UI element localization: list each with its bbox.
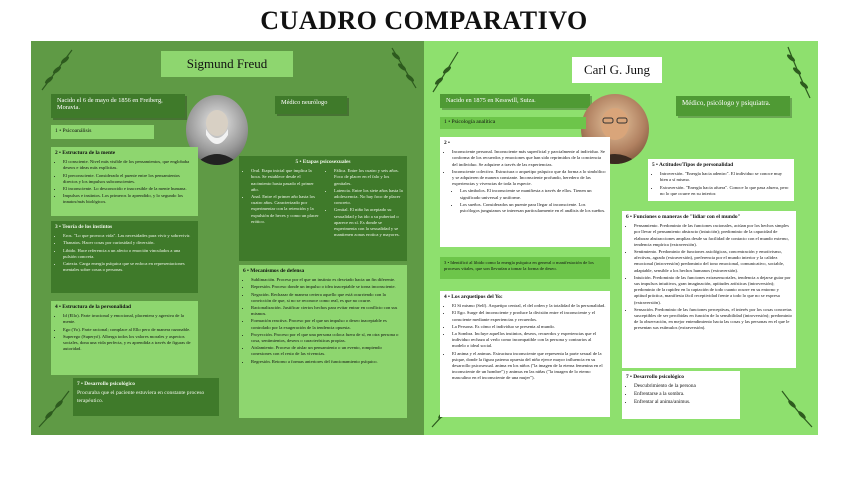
section-heading: 2 • Estructura de la mente xyxy=(55,150,116,156)
list-item: • Libido. Hace referencia a un afecto o emoción vinculados a una pulsión concreta. xyxy=(63,248,194,260)
list-item: • Introversión. "Energía hacia adentro". El individuo se conoce muy bien a sí mismo. xyxy=(660,171,790,183)
section-heading: 4 • Estructura de la personalidad xyxy=(55,304,132,310)
list-item: • Inconsciente colectivo. Estructura o arquetipo psíquico que da forma a lo simbólico y se adquieren de manera constante. Inconsciente profundo, heredero de las experiencias y vivencias de toda la especie. xyxy=(452,169,606,188)
list-item: • Enfrentarse a la sombra. xyxy=(634,391,736,398)
list-item: • Pensamiento. Predominio de las funciones racionales, actúan por los hechos simples por llevar el pensamiento abstracto (intuición); predominio de la capacidad de elaborar abstracciones amplias desde su facilidad de contacto con el mundo externo, tendencia empírica (extraversión). xyxy=(634,223,792,248)
list-item: • Id (Ello). Parte irracional y emocional, placentera y agresiva de la mente. xyxy=(63,313,194,325)
section-heading: 5 • Actitudes/Tipos de personalidad xyxy=(652,162,734,168)
section-heading: 5 • Etapas psicosexuales xyxy=(295,159,351,165)
jung-section-2 xyxy=(440,137,610,247)
list-item: • Inconsciente personal. Inconsciente más superficial y parcialmente al individuo. Se conforma de los recuerdos y emociones que han sido reprimidos de la conciencia del individuo. Se adquiere a través de las experiencias. xyxy=(452,149,606,168)
section-heading: 6 • Mecanismos de defensa xyxy=(243,268,305,274)
list-item: • Anal. Entre el primer año hasta los cuatro años. Caracterizado por experimentar con la retención y la expulsión de heces y como un placer erótico. xyxy=(251,194,320,225)
list-item: • Enfrentar al anima/animus. xyxy=(634,399,736,406)
list-item: • Extraversión. "Energía hacia afuera". Conoce lo que pasa afuera, pero no lo que ocurre en su interior. xyxy=(660,185,790,197)
freud-name: Sigmund Freud xyxy=(161,51,293,77)
section-heading: 2 • xyxy=(444,140,450,146)
list-item: • Regresión. Retorno a formas anteriores del funcionamiento psíquico. xyxy=(251,359,403,365)
list-item: • La Persona. Es cómo el individuo se presenta al mundo. xyxy=(452,324,606,330)
leaf-branch-icon xyxy=(386,43,422,93)
list-item: • Genital. El niño ha aceptado su sexualidad y ha ido a su pubertad o aparece en sí. Es donde se experimenta con la sexualidad y se mantienen zonas erotica y mayores. xyxy=(334,207,403,238)
jung-panel xyxy=(424,41,818,435)
list-item: • Los sueños. Considerados un puente para llegar al inconsciente. Los psicólogos junguianos se interesan particularmente en el análisis de los sueños. xyxy=(460,202,606,214)
jung-section-7 xyxy=(622,371,740,419)
list-item: • Represión. Proceso donde un impulso o idea inaceptable se torna inconsciente. xyxy=(251,284,403,290)
freud-section-4 xyxy=(51,301,198,375)
list-item: • El Ego. Surge del inconsciente y produce la división entre el inconsciente y el consciente mediante experiencias y recuerdos. xyxy=(452,310,606,322)
jung-birth: Nacido en 1875 en Kesswill, Suiza. xyxy=(440,94,590,108)
section-heading: 3 • Teoría de los instintos xyxy=(55,224,113,230)
list-item: • Oral. Etapa inicial que implica la boca. Se establece desde el nacimiento hasta pasado el primer año. xyxy=(251,168,320,193)
leaf-branch-icon xyxy=(37,45,77,95)
section-heading: 7 • Desarrollo psicológico xyxy=(77,381,135,387)
freud-section-6 xyxy=(239,265,407,418)
list-item: • Superego (Superyó). Alberga todos los valores morales y aspectos sociales, dona una vida perfecta, y es aprendida a través de figuras de autoridad. xyxy=(63,334,194,353)
section-heading: 6 • Funciones o maneras de "lidiar con el mundo" xyxy=(626,214,741,220)
list-item: • Sentimiento. Predominio de funciones axiológicas, concentración y emotivismo, afectivas, agrado (extraversión), preferencia por el mundo interior y la calidez emocional (introversión) predominio del tono emocional, comunicativo, sociable, adaptable, sensible a los hechos humanos (extraversión). xyxy=(634,249,792,274)
page-title: CUADRO COMPARATIVO xyxy=(260,6,588,35)
leaf-branch-icon xyxy=(780,43,816,103)
jung-section-4 xyxy=(440,291,610,417)
freud-birth: Nacido el 6 de mayo de 1856 en Freiberg, Moravia. xyxy=(51,94,185,118)
list-item: • Proyección. Proceso por el que una persona coloca fuera de sí, en otra persona o cosa, sentimientos, deseos o características propias. xyxy=(251,332,403,344)
list-item: • Ego (Yo). Parte racional; complace al Ello pero de manera razonable. xyxy=(63,327,194,333)
section-heading: 7 • Desarrollo psicológico xyxy=(626,374,684,380)
list-item: • El anima y el animus. Estructura inconsciente que representa la parte sexual de la psique, donde la figura paterna opuesta del niño ejerce mayor influencia en su desarrollo psicosexual. anima en los niños ("la imagen de la eterna femenina en el inconsciente de un hombre") y animus en las niñas ("la imagen de lo eterno masculino en el inconsciente de una mujer"). xyxy=(452,351,606,382)
freud-section-7 xyxy=(73,378,219,416)
freud-profession: Médico neurólogo xyxy=(275,96,347,114)
list-item: • Sublimación. Proceso por el que un instinto es desviado hacia un fin diferente. xyxy=(251,277,403,283)
section-heading: 4 • Los arquetipos del Yo: xyxy=(444,294,503,300)
list-item: • Fálica. Entre los cuatro y seis años. Foco de placer en el falo y los genitales. xyxy=(334,168,403,187)
freud-section-3 xyxy=(51,221,198,293)
freud-section-2 xyxy=(51,147,198,216)
list-item: • Aislamiento. Proceso de aislar un pensamiento o un evento, rompiendo conexiones con el resto de las vivencias. xyxy=(251,345,403,357)
jung-profession: Médico, psicólogo y psiquiatra. xyxy=(676,96,790,116)
list-item: • Racionalización. Justificar ciertos hechos para evitar entrar en conflicto con sus mismos. xyxy=(251,305,403,317)
list-item: • Impulsos e instintos. Los primeros lo aprendido, y lo segundo los innatos/más biológicos. xyxy=(63,193,194,205)
leaf-branch-icon xyxy=(35,385,75,431)
leaf-branch-icon xyxy=(428,47,464,97)
list-item: • El Sí mismo (Self). Arquetipo central, el del orden y la totalidad de la personalidad. xyxy=(452,303,606,309)
list-item: • Descubrimiento de la persona xyxy=(634,383,736,390)
list-item: • La Sombra. Incluye aquellos instintos, deseos, recuerdos y experiencias que el individuo rechaza al verlo como incompatible con la persona y contrarios al modelo o ideal social. xyxy=(452,331,606,350)
list-item: • Sensación. Predominio de las funciones perceptivas, el interés por los cosas concretas susceptibles de ser percibidas en función de la sensibilidad (introversión); predominio de la observación, en mejor entendimiento hacia las cosas y las personas en el que le presentan sus estímulos (extraversión). xyxy=(634,307,792,332)
list-item: • Latencia. Entre los siete años hasta la adolescencia. No hay foco de placer concreto. xyxy=(334,188,403,207)
list-item: • Los símbolos. El inconsciente se manifiesta a través de ellos. Tienen un significado universal y uniforme. xyxy=(460,188,606,200)
jung-section-6 xyxy=(622,211,796,368)
list-item: • El preconsciente. Considerado el puente entre los pensamientos directos y los impulsos subconscientes. xyxy=(63,173,194,185)
jung-name: Carl G. Jung xyxy=(572,57,662,83)
freud-section-1: 1 • Psicoanálisis xyxy=(51,125,154,139)
list-item: • Formación reactiva. Proceso por el que un impulso o deseo inaceptable es controlado por la exageración de la tendencia opuesta. xyxy=(251,318,403,330)
freud-section-5 xyxy=(239,156,407,261)
list-item: • Catexia. Carga energía psíquica que se enfoca en representaciones mentales sobre cosas o personas. xyxy=(63,261,194,273)
list-item: • El inconsciente. Lo desconocido e inaccesible de la mente humana. xyxy=(63,186,194,192)
list-item: • El consciente. Nivel más visible de los pensamientos, que englobaba deseos e ideas más explícitas. xyxy=(63,159,194,171)
list-item: • Thanatos. Hacer cosas por curiosidad y diversión. xyxy=(63,240,194,246)
jung-section-1: 1 • Psicología analítica xyxy=(440,117,586,129)
jung-section-3: 3 • Identificó al libido como la energía psíquica en general o manifestación de los procesos vitales, que son llevarían a tomar la forma de deseo. xyxy=(440,257,610,279)
list-item: • Eros. "Lo que provoca vida". Las necesidades para vivir y sobrevivir. xyxy=(63,233,194,239)
list-item: • Negación. Rechazar de manera certera aquello que está ocurriendo con la convicción de que, si no se reconoce como real, es que no ocurre. xyxy=(251,292,403,304)
leaf-branch-icon xyxy=(776,385,816,431)
list-item: • Intuición. Predominio de las funciones extrasensoriales, tendencia a dejarse guiar por sus impulsos intuitivos, gran imaginación, aptitudes artísticas (introversión); predominio de la rapidez en la captación de todo cuanto ocurre en su entorno y aptitud práctica, manifiesta fácil receptividad frente a todo lo que no se expresa (extraversión). xyxy=(634,275,792,306)
freud-panel xyxy=(31,41,424,435)
jung-section-5 xyxy=(648,159,794,201)
section-text: Procuraba que el paciente estuviera en constante proceso terapéutico. xyxy=(77,390,205,404)
